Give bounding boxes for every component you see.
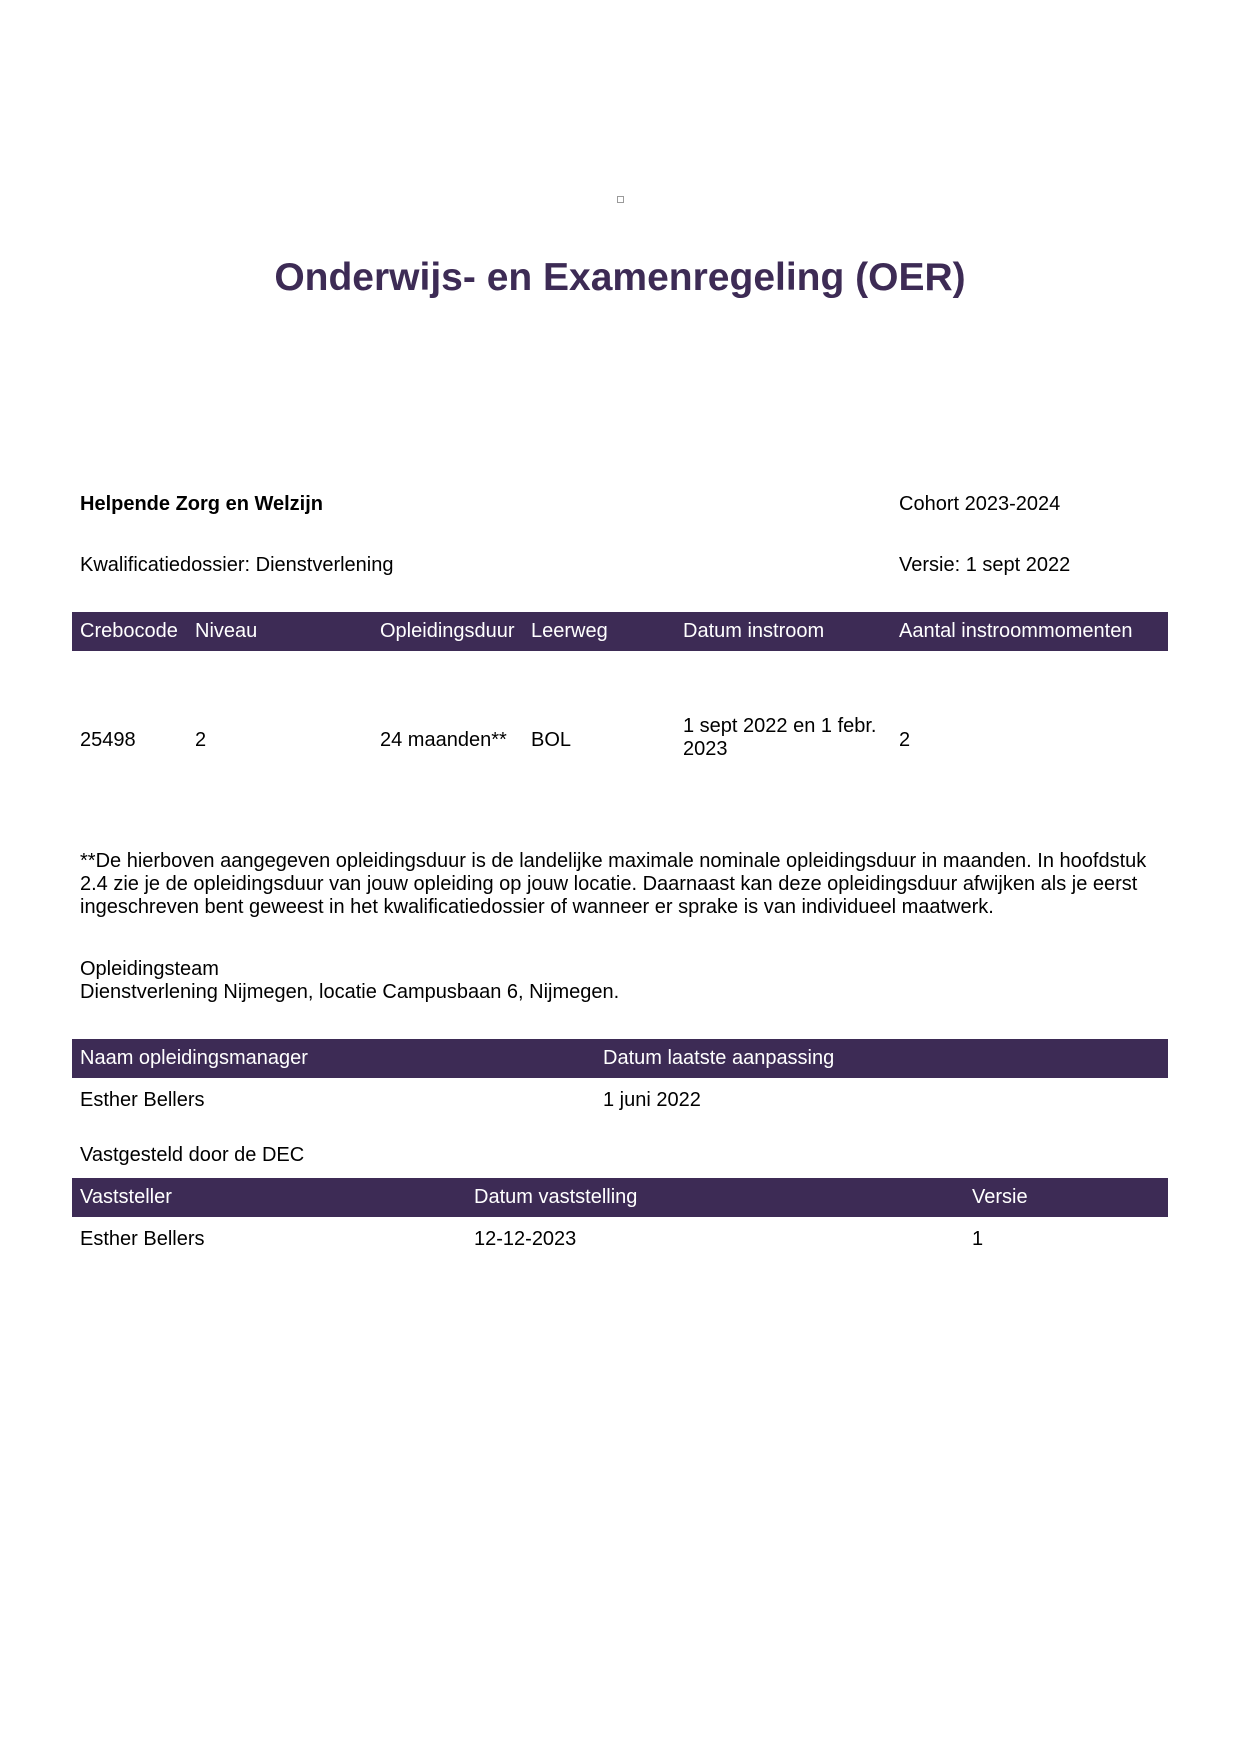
header-datum-laatste-aanpassing: Datum laatste aanpassing [603,1047,835,1069]
header-versie: Versie [972,1186,1028,1208]
footnote-opleidingsduur: **De hierboven aangegeven opleidingsduur is de landelijke maximale nominale opleidingsduur in maanden. In hoofdstuk 2.4 zie je de opleidingsduur van jouw opleiding op jouw locatie. Daarnaast kan deze opleidingsduur afwijken als je eerst ingeschreven bent geweest in het kwalificatiedossier of wanneer er sprake is van individueel maatwerk. [80,850,1147,918]
cell-opleidingsduur: 24 maanden** [380,729,507,751]
cell-niveau: 2 [195,729,207,751]
dec-table-header [72,1178,1168,1217]
cell-crebocode: 25498 [80,729,136,751]
opleidingsteam-block [80,958,619,1004]
manager-table-header [72,1039,1168,1078]
opleiding-name: Helpende Zorg en Welzijn [80,493,323,515]
versie-label: Versie: 1 sept 2022 [899,554,1071,576]
dec-table-row [72,1228,1168,1254]
page-title: Onderwijs- en Examenregeling (OER) [274,256,966,299]
header-opleidingsduur: Opleidingsduur [380,620,515,642]
cell-vaststeller: Esther Bellers [80,1228,205,1250]
header-aantal-instroommomenten: Aantal instroommomenten [899,620,1133,642]
kwalificatiedossier-label: Kwalificatiedossier: Dienstverlening [80,554,394,576]
main-table-row [72,715,1168,765]
cell-aantal-instroommomenten: 2 [899,729,911,751]
opleidingsteam-label: Opleidingsteam [80,958,219,980]
header-niveau: Niveau [195,620,258,642]
cell-datum-vaststelling: 12-12-2023 [474,1228,577,1250]
logo-placeholder-icon [617,196,624,203]
cohort-label: Cohort 2023-2024 [899,493,1061,515]
header-datum-instroom: Datum instroom [683,620,825,642]
cell-naam-opleidingsmanager: Esther Bellers [80,1089,205,1111]
cell-datum-laatste-aanpassing: 1 juni 2022 [603,1089,701,1111]
cell-leerweg: BOL [531,729,572,751]
cell-datum-instroom: 1 sept 2022 en 1 febr. 2023 [683,715,877,760]
vastgesteld-label: Vastgesteld door de DEC [80,1144,305,1166]
header-crebocode: Crebocode [80,620,178,642]
header-naam-opleidingsmanager: Naam opleidingsmanager [80,1047,308,1069]
header-leerweg: Leerweg [531,620,608,642]
header-datum-vaststelling: Datum vaststelling [474,1186,638,1208]
cell-versie: 1 [972,1228,984,1250]
manager-table-row [72,1089,1168,1115]
opleidingsteam-value: Dienstverlening Nijmegen, locatie Campusbaan 6, Nijmegen. [80,981,620,1003]
main-table-header [72,612,1168,651]
header-vaststeller: Vaststeller [80,1186,172,1208]
